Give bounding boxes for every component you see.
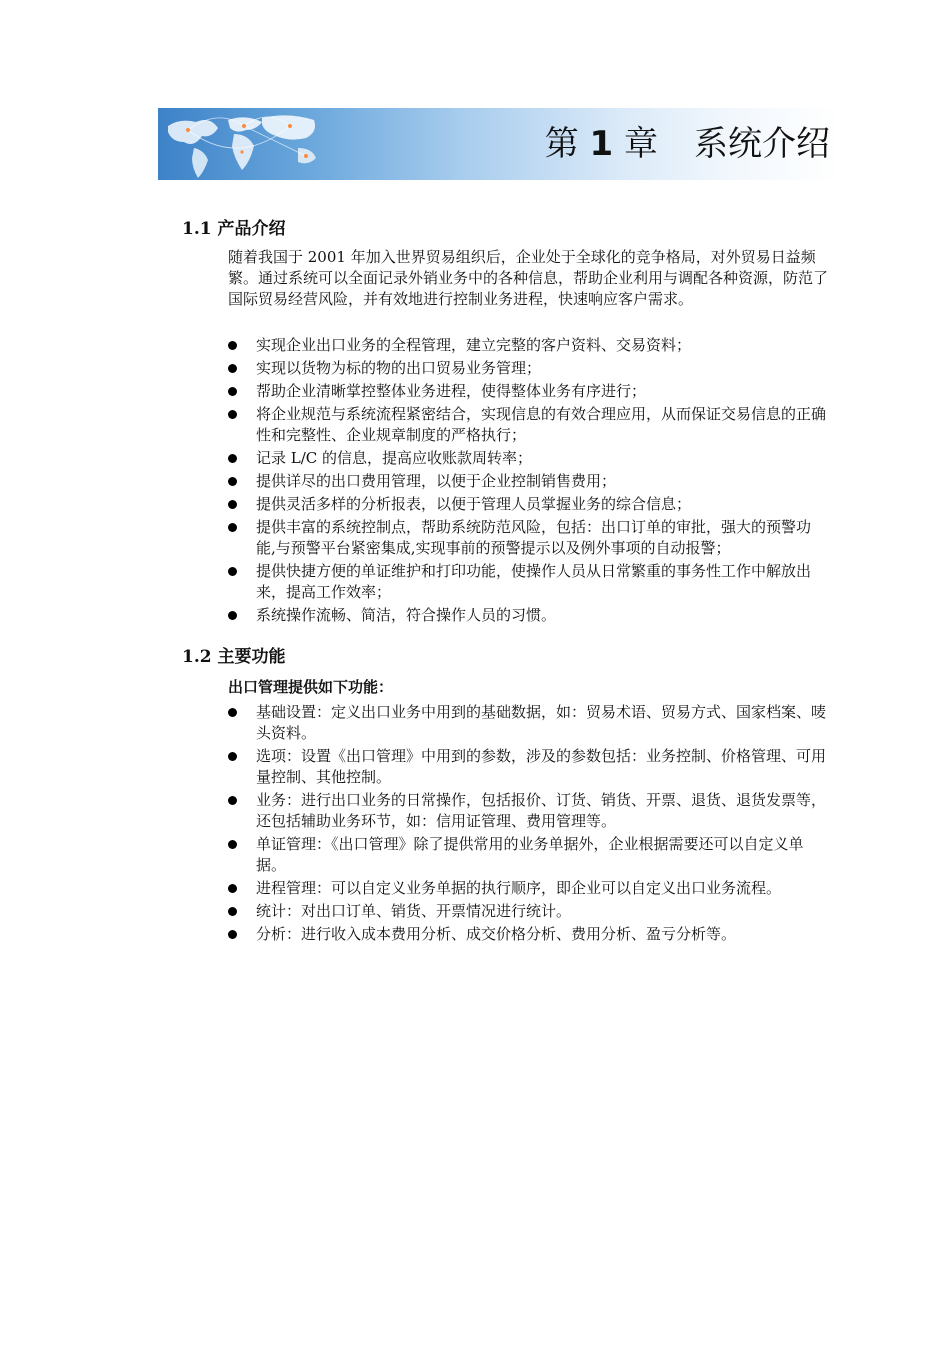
chapter-banner <box>158 108 842 180</box>
bullet-icon <box>228 840 237 849</box>
section-heading-product-intro: 1.1 产品介绍 <box>182 219 286 239</box>
chapter-number: 1 <box>589 124 614 164</box>
list-item: 系统操作流畅、简洁，符合操作人员的习惯。 <box>228 605 830 626</box>
bullet-icon <box>228 454 237 463</box>
product-intro-paragraph: 随着我国于 2001 年加入世界贸易组织后，企业处于全球化的竞争格局，对外贸易日益频繁。通过系统可以全面记录外销业务中的各种信息，帮助企业利用与调配各种资源，防范了国际贸易经营风险，并有效地进行控制业务进程，快速响应客户需求。 <box>228 248 829 308</box>
bullet-icon <box>228 500 237 509</box>
section-heading-main-functions: 1.2 主要功能 <box>182 647 286 667</box>
bullet-icon <box>228 364 237 373</box>
list-item: 选项：设置《出口管理》中用到的参数，涉及的参数包括：业务控制、价格管理、可用量控制、其他控制。 <box>228 746 830 788</box>
product-feature-list <box>228 335 830 628</box>
list-item: 提供灵活多样的分析报表，以便于管理人员掌握业务的综合信息； <box>228 494 830 515</box>
bullet-icon <box>228 907 237 916</box>
chapter-suffix: 章 <box>624 124 658 164</box>
list-item: 基础设置：定义出口业务中用到的基础数据，如：贸易术语、贸易方式、国家档案、唛头资料。 <box>228 702 830 744</box>
list-item: 分析：进行收入成本费用分析、成交价格分析、费用分析、盈亏分析等。 <box>228 924 830 945</box>
list-item: 统计：对出口订单、销货、开票情况进行统计。 <box>228 901 830 922</box>
list-item: 帮助企业清晰掌控整体业务进程，使得整体业务有序进行； <box>228 381 830 402</box>
bullet-icon <box>228 410 237 419</box>
bullet-icon <box>228 884 237 893</box>
list-item: 将企业规范与系统流程紧密结合，实现信息的有效合理应用，从而保证交易信息的正确性和完整性、企业规章制度的严格执行； <box>228 404 830 446</box>
chapter-prefix: 第 <box>544 124 579 164</box>
bullet-icon <box>228 611 237 620</box>
list-item: 提供快捷方便的单证维护和打印功能，使操作人员从日常繁重的事务性工作中解放出来，提高工作效率； <box>228 561 830 603</box>
chapter-name: 系统介绍 <box>694 124 830 164</box>
list-item: 实现企业出口业务的全程管理，建立完整的客户资料、交易资料； <box>228 335 830 356</box>
list-item: 进程管理：可以自定义业务单据的执行顺序，即企业可以自定义出口业务流程。 <box>228 878 830 899</box>
bullet-icon <box>228 796 237 805</box>
functions-subheading: 出口管理提供如下功能： <box>228 678 394 696</box>
chapter-title <box>545 122 830 166</box>
bullet-icon <box>228 341 237 350</box>
list-item: 提供丰富的系统控制点，帮助系统防范风险，包括：出口订单的审批，强大的预警功能,与预警平台紧密集成,实现事前的预警提示以及例外事项的自动报警； <box>228 517 830 559</box>
function-list <box>228 702 830 947</box>
list-item: 业务：进行出口业务的日常操作，包括报价、订货、销货、开票、退货、退货发票等，还包括辅助业务环节，如：信用证管理、费用管理等。 <box>228 790 830 832</box>
list-item: 提供详尽的出口费用管理，以便于企业控制销售费用； <box>228 471 830 492</box>
list-item: 实现以货物为标的物的出口贸易业务管理； <box>228 358 830 379</box>
bullet-icon <box>228 752 237 761</box>
bullet-icon <box>228 708 237 717</box>
world-map-icon <box>158 108 458 180</box>
bullet-icon <box>228 523 237 532</box>
list-item: 记录 L/C 的信息，提高应收账款周转率； <box>228 448 830 469</box>
list-item: 单证管理：《出口管理》除了提供常用的业务单据外，企业根据需要还可以自定义单据。 <box>228 834 830 876</box>
bullet-icon <box>228 477 237 486</box>
bullet-icon <box>228 930 237 939</box>
bullet-icon <box>228 567 237 576</box>
bullet-icon <box>228 387 237 396</box>
